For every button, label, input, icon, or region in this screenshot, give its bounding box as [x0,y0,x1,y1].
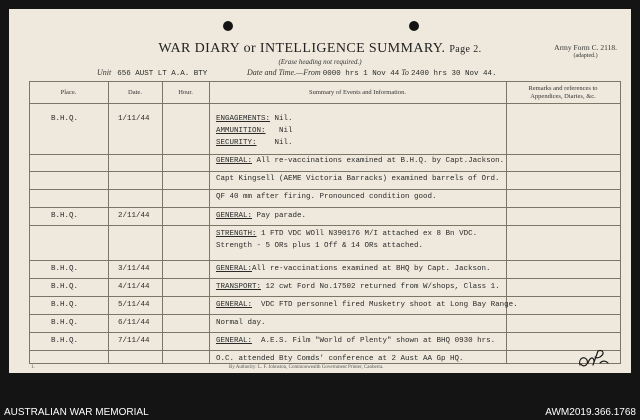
col-border [108,81,109,363]
army-form-number: Army Form C. 2118. (adapted.) [554,43,617,59]
punch-hole-right [409,21,419,31]
table-bottom-rule [29,363,621,364]
entry-engagements: ENGAGEMENTS: Nil. [216,115,293,123]
handwritten-initials [576,345,612,371]
date-cell: 4/11/44 [118,283,150,291]
place-cell: B.H.Q. [51,301,79,309]
entry-strength: STRENGTH: 1 FTD VDC WOll N390176 M/I attached ex 8 Bn VDC. [216,230,478,238]
place-cell: B.H.Q. [51,319,79,327]
header-rule [29,103,621,104]
unit-value: 656 AUST LT A.A. BTY [117,70,208,78]
col-head-remarks: Remarks and references to Appendices, Diaries, &c. [528,85,598,100]
date-cell: 6/11/44 [118,319,150,327]
form-title: WAR DIARY or INTELLIGENCE SUMMARY. Page 2. [158,41,482,56]
entry-general: GENERAL: Pay parade. [216,212,307,220]
entry-text: Normal day. [216,319,266,327]
row-rule [29,154,621,155]
date-cell: 3/11/44 [118,265,150,273]
entry-ammunition: AMMUNITION: Nil [216,127,293,135]
diary-page [9,9,631,373]
row-rule [29,260,621,261]
erase-note: (Erase heading not required.) [278,58,362,66]
col-border [162,81,163,363]
col-head-place: Place. [60,89,77,96]
entry-general: GENERAL: VDC FTD personnel fired Musketry shoot at Long Bay Range. [216,301,518,309]
row-rule [29,278,621,279]
to-value: 2400 hrs 30 Nov 44. [410,70,497,78]
row-rule [29,189,621,190]
entry-general: GENERAL: All re-vaccinations examined at B.H.Q. by Capt.Jackson. [216,157,505,165]
row-rule [29,207,621,208]
place-cell: B.H.Q. [51,212,79,220]
col-head-hour: Hour. [178,89,193,96]
entry-transport: TRANSPORT: 12 cwt Ford No.17502 returned from W/shops, Class 1. [216,283,500,291]
entry-general: GENERAL: A.E.S. Film "World of Plenty" shown at BHQ 0930 hrs. [216,337,496,345]
date-time-line: Date and Time.—From 0000 hrs 1 Nov 44 To 2400 hrs 30 Nov 44. [247,68,497,78]
row-rule [29,225,621,226]
col-border [29,81,30,363]
date-cell: 5/11/44 [118,301,150,309]
footer-authority: By Authority: L. F. Johnston, Commonwealth Government Printer, Canberra. [229,365,384,370]
col-border [620,81,621,363]
row-rule [29,296,621,297]
punch-hole-left [223,21,233,31]
place-cell: B.H.Q. [51,283,79,291]
place-cell: B.H.Q. [51,337,79,345]
col-border [209,81,210,363]
entry-general: GENERAL:All re-vaccinations examined at BHQ by Capt. Jackson. [216,265,491,273]
unit-line: Unit 656 AUST LT A.A. BTY [97,68,208,78]
row-rule [29,171,621,172]
row-rule [29,332,621,333]
col-head-date: Date. [128,89,142,96]
place-cell: B.H.Q. [51,265,79,273]
entry-text: Capt Kingsell (AEME Victoria Barracks) examined barrels of Ord. [216,175,500,183]
archive-caption-left: AUSTRALIAN WAR MEMORIAL [4,407,149,418]
entry-text: O.C. attended Bty Comds' conference at 2 Aust AA Gp HQ. [216,355,464,363]
entry-text: QF 40 mm after firing. Pronounced condition good. [216,193,437,201]
date-cell: 1/11/44 [118,115,150,123]
col-border [506,81,507,363]
entry-text: Strength - 5 ORs plus 1 Off & 14 ORs attached. [216,242,424,250]
place-cell: B.H.Q. [51,115,79,123]
from-value: 0000 hrs 1 Nov 44 [322,70,400,78]
date-cell: 7/11/44 [118,337,150,345]
col-head-summary: Summary of Events and Information. [309,89,406,96]
entry-security: SECURITY: Nil. [216,139,293,147]
date-cell: 2/11/44 [118,212,150,220]
row-rule [29,350,621,351]
footer-mark: 1. [31,365,35,370]
table-top-rule [29,81,621,82]
archive-caption-right: AWM2019.366.1768 [545,407,636,418]
row-rule [29,314,621,315]
